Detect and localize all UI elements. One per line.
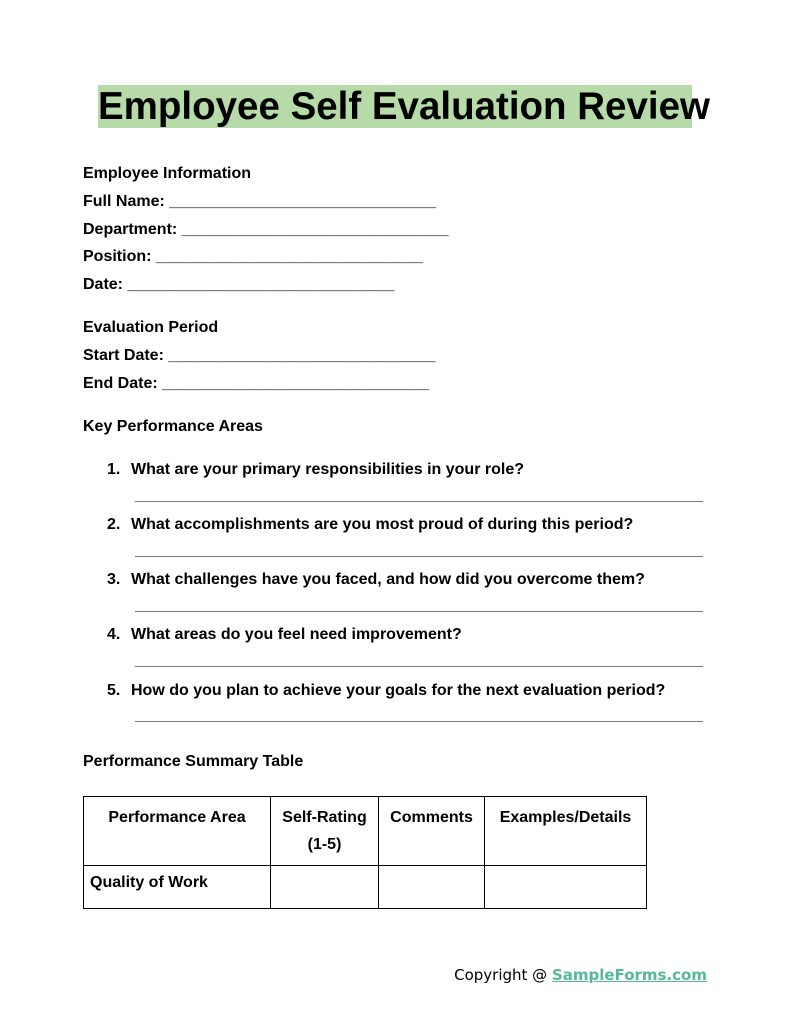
row-comments [379,866,484,874]
question-text: What areas do you feel need improvement? [131,626,462,643]
header-cell [485,797,647,866]
header-self-rating-label: Self-Rating [282,809,367,826]
question-item [107,682,665,700]
table-cell[interactable] [485,866,647,909]
key-areas-heading: Key Performance Areas [83,418,263,435]
question-number: 5. [107,682,121,699]
footer-copyright [454,966,707,984]
question-text: What challenges have you faced, and how did you overcome them? [131,571,645,588]
page-title: Employee Self Evaluation Review [98,85,710,128]
evaluation-period-heading: Evaluation Period [83,319,219,336]
start-date-field[interactable]: Start Date: ______________________________ [83,347,436,364]
row-performance-area: Quality of Work [90,874,208,891]
answer-line[interactable] [135,501,703,502]
question-text: What are your primary responsibilities in your role? [131,461,524,478]
question-number: 2. [107,516,121,533]
answer-line[interactable] [135,666,703,667]
header-examples-details: Examples/Details [499,809,632,826]
header-rating-scale: (1-5) [307,836,342,853]
header-cell [271,797,379,866]
header-cell [379,797,485,866]
end-date-field[interactable]: End Date: ______________________________ [83,375,430,392]
row-self-rating [271,866,378,874]
date-field[interactable]: Date: ______________________________ [83,276,395,293]
table-cell[interactable] [379,866,485,909]
full-name-field[interactable]: Full Name: ______________________________ [83,193,437,210]
row-examples-details [485,866,646,874]
header-cell [84,797,271,866]
answer-line[interactable] [135,611,703,612]
table-cell[interactable] [271,866,379,909]
question-item [107,571,645,589]
sampleforms-link[interactable]: SampleForms.com [551,966,707,984]
question-item [107,516,633,534]
answer-line[interactable] [135,721,703,722]
header-comments: Comments [390,809,473,826]
summary-table-heading: Performance Summary Table [83,753,304,770]
table-header-row [84,797,647,866]
header-self-rating [271,797,378,858]
copyright-text: Copyright @ [454,966,552,984]
question-text: What accomplishments are you most proud of during this period? [131,516,634,533]
employee-info-heading: Employee Information [83,165,252,182]
header-performance-area: Performance Area [108,809,246,826]
position-field[interactable]: Position: ______________________________ [83,248,423,265]
answer-line[interactable] [135,556,703,557]
department-field[interactable]: Department: ______________________________ [83,221,449,238]
performance-summary-table [83,796,647,909]
question-item [107,626,462,644]
table-cell [84,866,271,909]
question-item [107,461,524,479]
question-number: 3. [107,571,121,588]
table-row [84,866,647,909]
question-number: 4. [107,626,121,643]
question-text: How do you plan to achieve your goals for the next evaluation period? [131,682,666,699]
question-number: 1. [107,461,121,478]
